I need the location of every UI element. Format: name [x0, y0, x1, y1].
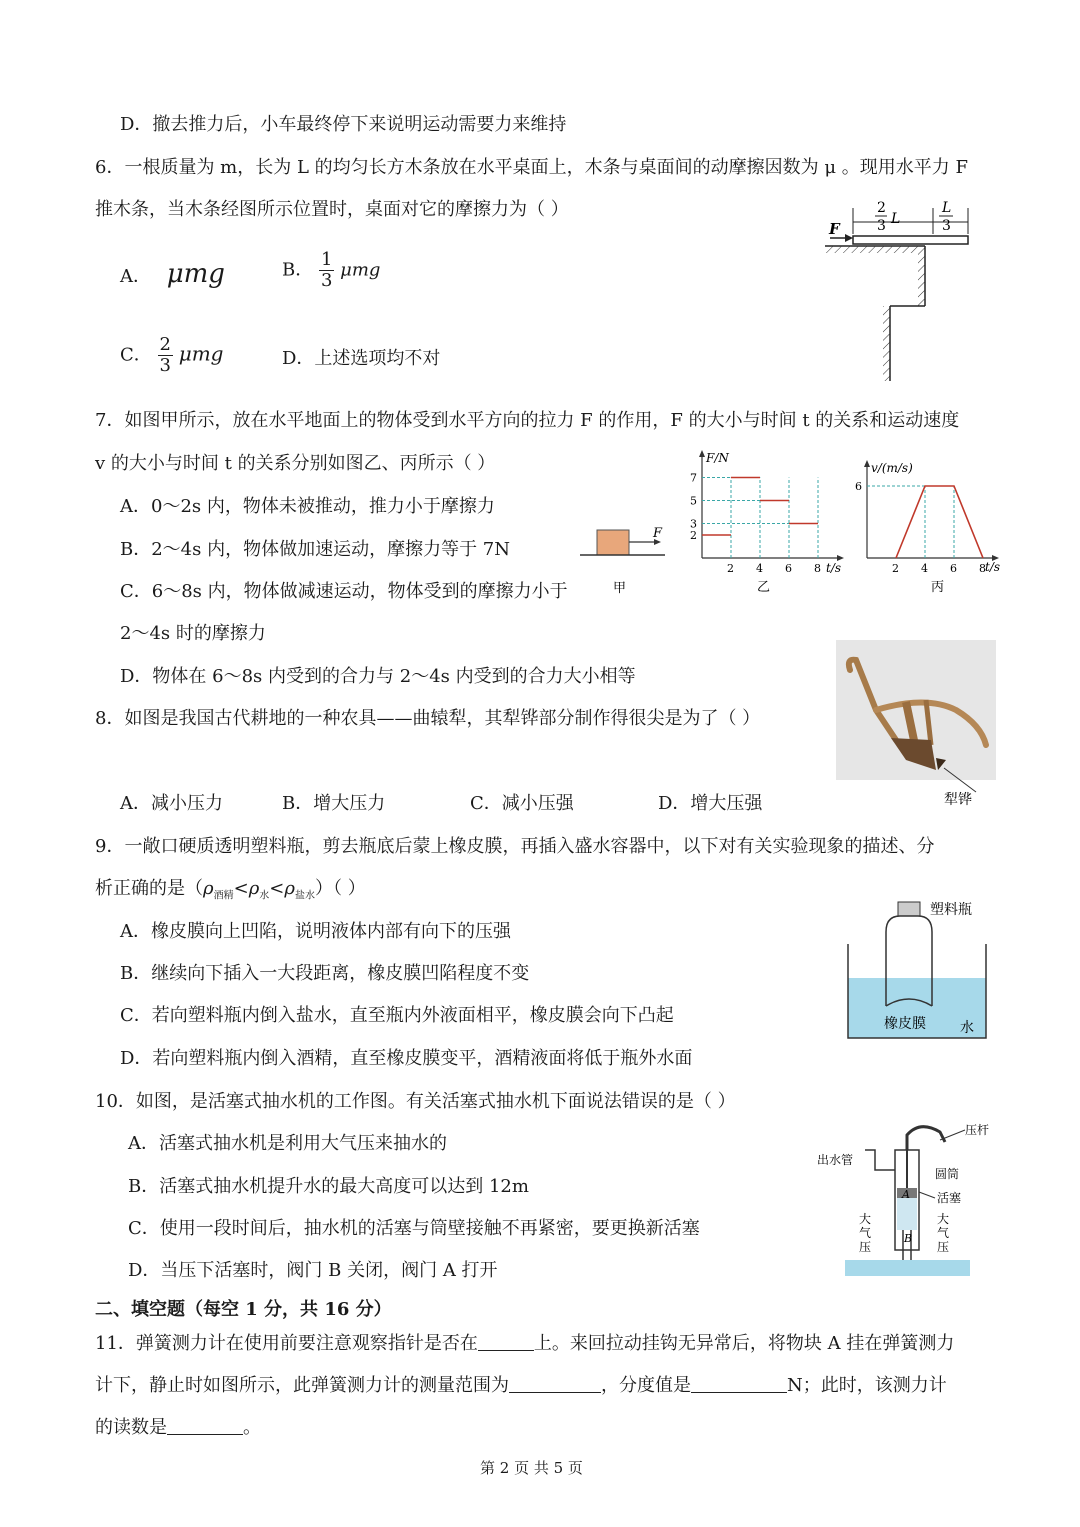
- q10-option-c: C．使用一段时间后，抽水机的活塞与筒壁接触不再紧密，要更换新活塞: [128, 1218, 700, 1239]
- q9-sub-alcohol: 酒精: [213, 890, 234, 902]
- q9-rho-water: ρ: [248, 878, 260, 899]
- q11-blank-1[interactable]: [478, 1332, 534, 1351]
- q7-chart-force-time: [680, 448, 850, 598]
- q11-line2: [95, 1374, 947, 1398]
- outlet-label: 出水管: [817, 1153, 854, 1167]
- chartV-xlabel: t/s: [985, 560, 1001, 574]
- valve-a-label: A: [902, 1188, 910, 1201]
- ploughshare-label: 犁铧: [944, 792, 972, 808]
- dim1-numerator: 2: [877, 200, 886, 216]
- q6-option-c-expr: μmg: [178, 341, 224, 366]
- q6-stem-line2: 推木条，当木条经图所示位置时，桌面对它的摩擦力为（ ）: [95, 199, 569, 220]
- atm-left-2: 气: [859, 1226, 872, 1240]
- chartV-ytick: 6: [855, 480, 862, 493]
- chartF-xtick: 8: [814, 562, 821, 575]
- q11-text-3: 计下，静止时如图所示，此弹簧测力计的测量范围为: [95, 1375, 509, 1396]
- q6-option-b-denominator: 3: [320, 270, 333, 291]
- bottle-label: 塑料瓶: [930, 902, 972, 918]
- figure-bing-caption: 丙: [931, 580, 945, 595]
- q11-text-1: 11．弹簧测力计在使用前要注意观察指针是否在: [95, 1333, 478, 1354]
- figure-jia-caption: 甲: [613, 581, 627, 596]
- chartV-xtick: 4: [921, 562, 928, 575]
- chartV-ylabel: v/(m/s): [871, 461, 913, 475]
- q10-stem: 10．如图，是活塞式抽水机的工作图。有关活塞式抽水机下面说法错误的是（ ）: [95, 1091, 736, 1112]
- q8-figure-plough: [836, 640, 996, 810]
- chartF-xtick: 2: [727, 562, 734, 575]
- bottle-cap: [898, 902, 920, 916]
- figure-yi-caption: 乙: [757, 580, 771, 595]
- q11-blank-3[interactable]: [691, 1374, 787, 1393]
- atm-right-2: 气: [937, 1226, 950, 1240]
- q11-line1: [95, 1332, 954, 1356]
- table-top-hatch: [825, 246, 925, 253]
- q11-blank-4[interactable]: [167, 1416, 243, 1435]
- water-label: 水: [960, 1020, 974, 1036]
- q7-chart-velocity-time: [845, 458, 1015, 598]
- water-source: [845, 1260, 970, 1276]
- q11-text-7: 。: [243, 1417, 261, 1438]
- q5-option-d: D．撤去推力后，小车最终停下来说明运动需要力来维持: [120, 114, 567, 135]
- q9-stem-line2-end: ）（ ）: [314, 878, 366, 899]
- dim2-numerator: L: [942, 200, 952, 216]
- q9-figure-bottle: [838, 896, 998, 1046]
- chartF-xtick: 4: [756, 562, 763, 575]
- q11-line3: [95, 1416, 261, 1440]
- chartV-xtick: 6: [950, 562, 957, 575]
- q6-option-b-label: B．: [282, 259, 314, 281]
- section-fill-in-title: 二、填空题（每空 1 分，共 16 分）: [95, 1299, 392, 1320]
- q9-lt-1: <: [233, 878, 249, 899]
- q7-option-b: B．2～4s 内，物体做加速运动，摩擦力等于 7N: [120, 539, 511, 560]
- q6-option-d: D．上述选项均不对: [282, 348, 441, 369]
- q9-sub-brine: 盐水: [294, 890, 315, 902]
- q9-stem-line1: 9．一敞口硬质透明塑料瓶，剪去瓶底后蒙上橡皮膜，再插入盛水容器中，以下对有关实验现象的描述、分: [95, 836, 935, 857]
- q9-option-d: D．若向塑料瓶内倒入酒精，直至橡皮膜变平，酒精液面将低于瓶外水面: [120, 1048, 693, 1069]
- q9-option-b: B．继续向下插入一大段距离，橡皮膜凹陷程度不变: [120, 963, 530, 984]
- chartV-xtick: 8: [979, 562, 986, 575]
- block: [597, 530, 629, 555]
- chartF-ytick: 5: [690, 494, 697, 508]
- dim2-denominator: 3: [942, 218, 951, 234]
- q10-option-a: A．活塞式抽水机是利用大气压来抽水的: [128, 1133, 447, 1154]
- chartF-ytick: 7: [690, 471, 697, 485]
- force-label: F: [829, 220, 840, 238]
- q10-figure-pump: [815, 1120, 1005, 1280]
- q7-option-c-line2: 2～4s 时的摩擦力: [120, 623, 266, 644]
- chartF-xtick: 6: [785, 562, 792, 575]
- cylinder-label: 圆筒: [935, 1167, 960, 1181]
- q8-stem: 8．如图是我国古代耕地的一种农具——曲辕犁，其犁铧部分制作得很尖是为了（ ）: [95, 708, 761, 729]
- page-number-footer: 第 2 页 共 5 页: [480, 1459, 583, 1477]
- q10-option-d: D．当压下活塞时，阀门 B 关闭，阀门 A 打开: [128, 1260, 498, 1281]
- q7-figure-jia: [575, 520, 675, 600]
- valve-b-label: B: [904, 1232, 913, 1245]
- q9-lt-2: <: [269, 878, 285, 899]
- dim1-length: L: [891, 211, 901, 227]
- q7-option-d: D．物体在 6～8s 内受到的合力与 2～4s 内受到的合力大小相等: [120, 666, 636, 687]
- q7-option-a: A．0～2s 内，物体未被推动，推力小于摩擦力: [120, 496, 495, 517]
- q9-rho-brine: ρ: [284, 878, 295, 899]
- q6-option-a: [120, 259, 225, 289]
- q7-option-c-line1: C．6～8s 内，物体做减速运动，物体受到的摩擦力小于: [120, 581, 568, 602]
- q7-stem-line2: v 的大小与时间 t 的关系分别如图乙、丙所示（ ）: [95, 453, 496, 474]
- q6-stem-line1: 6．一根质量为 m，长为 L 的均匀长方木条放在水平桌面上，木条与桌面间的动摩擦因数为 μ 。现用水平力 F: [95, 157, 968, 178]
- q6-option-b: [282, 250, 380, 291]
- atm-left-1: 大: [859, 1212, 872, 1226]
- q6-option-b-expr: μmg: [340, 259, 381, 281]
- q6-option-c: [120, 335, 223, 376]
- piston-label: 活塞: [937, 1191, 962, 1205]
- outlet-pipe: [865, 1150, 895, 1170]
- q11-text-6: 的读数是: [95, 1417, 167, 1438]
- velocity-line: [896, 486, 983, 558]
- dim1-denominator: 3: [877, 218, 886, 234]
- q6-option-b-fraction: [319, 250, 334, 291]
- q6-option-c-numerator: 2: [159, 334, 171, 355]
- q9-rho-alcohol: ρ: [203, 878, 214, 899]
- chartF-ytick: 2: [690, 529, 697, 542]
- q9-stem-line2: [95, 877, 366, 909]
- chartF-xlabel: t/s: [826, 561, 842, 575]
- atm-left-3: 压: [859, 1240, 872, 1254]
- q6-option-c-denominator: 3: [159, 355, 171, 376]
- q11-text-5: N；此时，该测力计: [787, 1375, 947, 1396]
- q6-option-c-fraction: [158, 335, 173, 376]
- chartF-ylabel: F/N: [706, 451, 729, 465]
- q7-stem-line1: 7．如图甲所示，放在水平地面上的物体受到水平方向的拉力 F 的作用，F 的大小与时间 t 的关系和运动速度: [95, 410, 960, 431]
- chartV-xtick: 2: [892, 562, 899, 575]
- q11-text-2: 上。来回拉动挂钩无异常后，将物块 A 挂在弹簧测力: [533, 1333, 955, 1354]
- q9-option-a: A．橡皮膜向上凹陷，说明液体内部有向下的压强: [120, 921, 511, 942]
- q6-option-b-numerator: 1: [320, 249, 333, 270]
- lever-label: 压杆: [965, 1123, 990, 1137]
- atm-right-3: 压: [937, 1240, 950, 1254]
- wood-bar: [853, 236, 968, 244]
- q8-option-b: B．增大压力: [282, 793, 386, 814]
- q6-option-a-expr: μmg: [166, 259, 225, 289]
- q9-option-c: C．若向塑料瓶内倒入盐水，直至瓶内外液面相平，橡皮膜会向下凸起: [120, 1005, 674, 1026]
- q8-option-c: C．减小压强: [470, 793, 574, 814]
- atm-right-1: 大: [937, 1212, 950, 1226]
- q11-blank-2[interactable]: [509, 1374, 601, 1393]
- q6-figure-table: [815, 196, 975, 386]
- q6-option-c-label: C．: [120, 344, 152, 366]
- q10-option-b: B．活塞式抽水机提升水的最大高度可以达到 12m: [128, 1176, 529, 1197]
- q6-option-a-label: A．: [120, 266, 151, 287]
- q8-option-d: D．增大压强: [658, 793, 763, 814]
- force-label: F: [653, 526, 663, 541]
- q11-text-4: ，分度值是: [601, 1375, 691, 1396]
- chartF-ytick: 3: [690, 517, 697, 531]
- q9-sub-water: 水: [259, 890, 270, 902]
- lever: [907, 1127, 945, 1150]
- membrane-label: 橡皮膜: [884, 1016, 926, 1032]
- q9-stem-line2-start: 析正确的是（: [95, 878, 203, 899]
- q8-option-a: A．减小压力: [120, 793, 223, 814]
